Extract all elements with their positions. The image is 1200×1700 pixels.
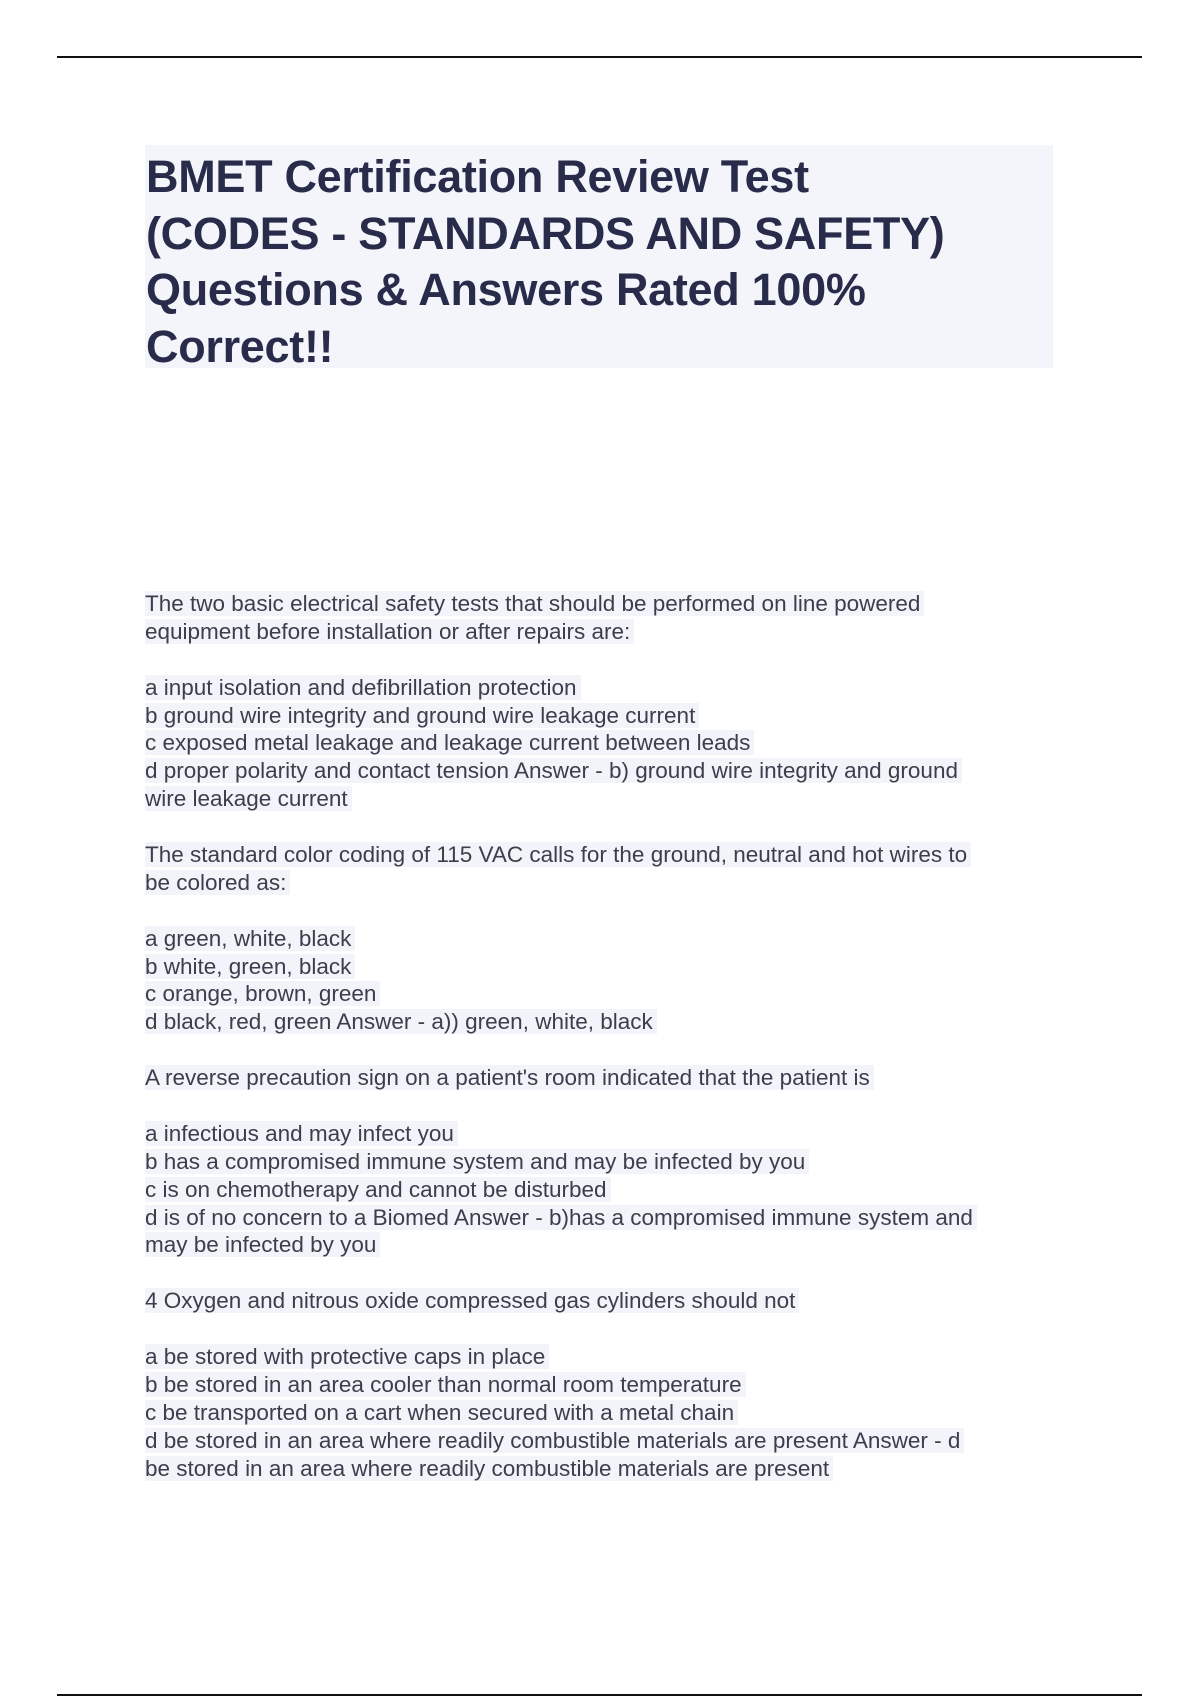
text-line-content: a green, white, black [145,926,355,951]
text-line-content: a infectious and may infect you [145,1121,458,1146]
text-line-content: c is on chemotherapy and cannot be disturbed [145,1177,611,1202]
text-line [145,953,1075,981]
text-line [145,590,1075,618]
text-line [145,1064,1075,1092]
text-line [145,1287,1075,1315]
text-line [145,925,1075,953]
text-line [145,674,1075,702]
document-body [145,590,1075,1483]
text-line [145,841,1075,869]
text-line [145,702,1075,730]
text-line [145,1343,1075,1371]
text-line-content: a be stored with protective caps in place [145,1344,549,1369]
text-line [145,1371,1075,1399]
text-line [145,1148,1075,1176]
text-line [145,618,1075,646]
text-line-content: d black, red, green Answer - a)) green, white, black [145,1009,657,1034]
text-line [145,1008,1075,1036]
text-line-content: wire leakage current [145,786,352,811]
text-line-content: may be infected by you [145,1232,380,1257]
text-line-content: be colored as: [145,870,290,895]
document-title [145,145,1053,375]
text-line-content: b white, green, black [145,954,355,979]
text-line [145,1176,1075,1204]
footer-rule [57,1694,1142,1696]
text-line [145,1455,1075,1483]
blank-line [145,1315,1075,1343]
blank-line [145,1092,1075,1120]
text-line-content: be stored in an area where readily combustible materials are present [145,1456,833,1481]
title-line: BMET Certification Review Test [146,151,809,202]
blank-line [145,897,1075,925]
text-line-content: b has a compromised immune system and may be infected by you [145,1149,809,1174]
title-line: (CODES - STANDARDS AND SAFETY) [146,207,945,259]
title-block [145,145,1053,372]
text-line [145,869,1075,897]
text-line-content: d proper polarity and contact tension Answer - b) ground wire integrity and ground [145,758,962,783]
text-line [145,785,1075,813]
text-line-content: 4 Oxygen and nitrous oxide compressed gas cylinders should not [145,1288,799,1313]
text-line [145,757,1075,785]
title-line: Correct!! [146,320,334,372]
text-line [145,1120,1075,1148]
blank-line [145,646,1075,674]
title-line: Questions & Answers Rated 100% [146,264,866,315]
text-line-content: b ground wire integrity and ground wire leakage current [145,703,699,728]
text-line [145,980,1075,1008]
text-line [145,729,1075,757]
text-line-content: c exposed metal leakage and leakage current between leads [145,730,754,755]
header-rule [57,56,1142,58]
text-line-content: The two basic electrical safety tests that should be performed on line powered [145,591,924,616]
text-line-content: a input isolation and defibrillation protection [145,675,581,700]
text-line [145,1204,1075,1232]
text-line [145,1231,1075,1259]
text-line-content: The standard color coding of 115 VAC calls for the ground, neutral and hot wires to [145,842,971,867]
text-line [145,1399,1075,1427]
blank-line [145,1259,1075,1287]
text-line-content: d is of no concern to a Biomed Answer - b)has a compromised immune system and [145,1205,977,1230]
text-line [145,1427,1075,1455]
text-line-content: A reverse precaution sign on a patient's room indicated that the patient is [145,1065,874,1090]
text-line-content: c be transported on a cart when secured with a metal chain [145,1400,738,1425]
blank-line [145,1036,1075,1064]
text-line-content: equipment before installation or after repairs are: [145,619,634,644]
text-line-content: d be stored in an area where readily combustible materials are present Answer - d [145,1428,964,1453]
text-line-content: b be stored in an area cooler than normal room temperature [145,1372,746,1397]
blank-line [145,813,1075,841]
text-line-content: c orange, brown, green [145,981,380,1006]
